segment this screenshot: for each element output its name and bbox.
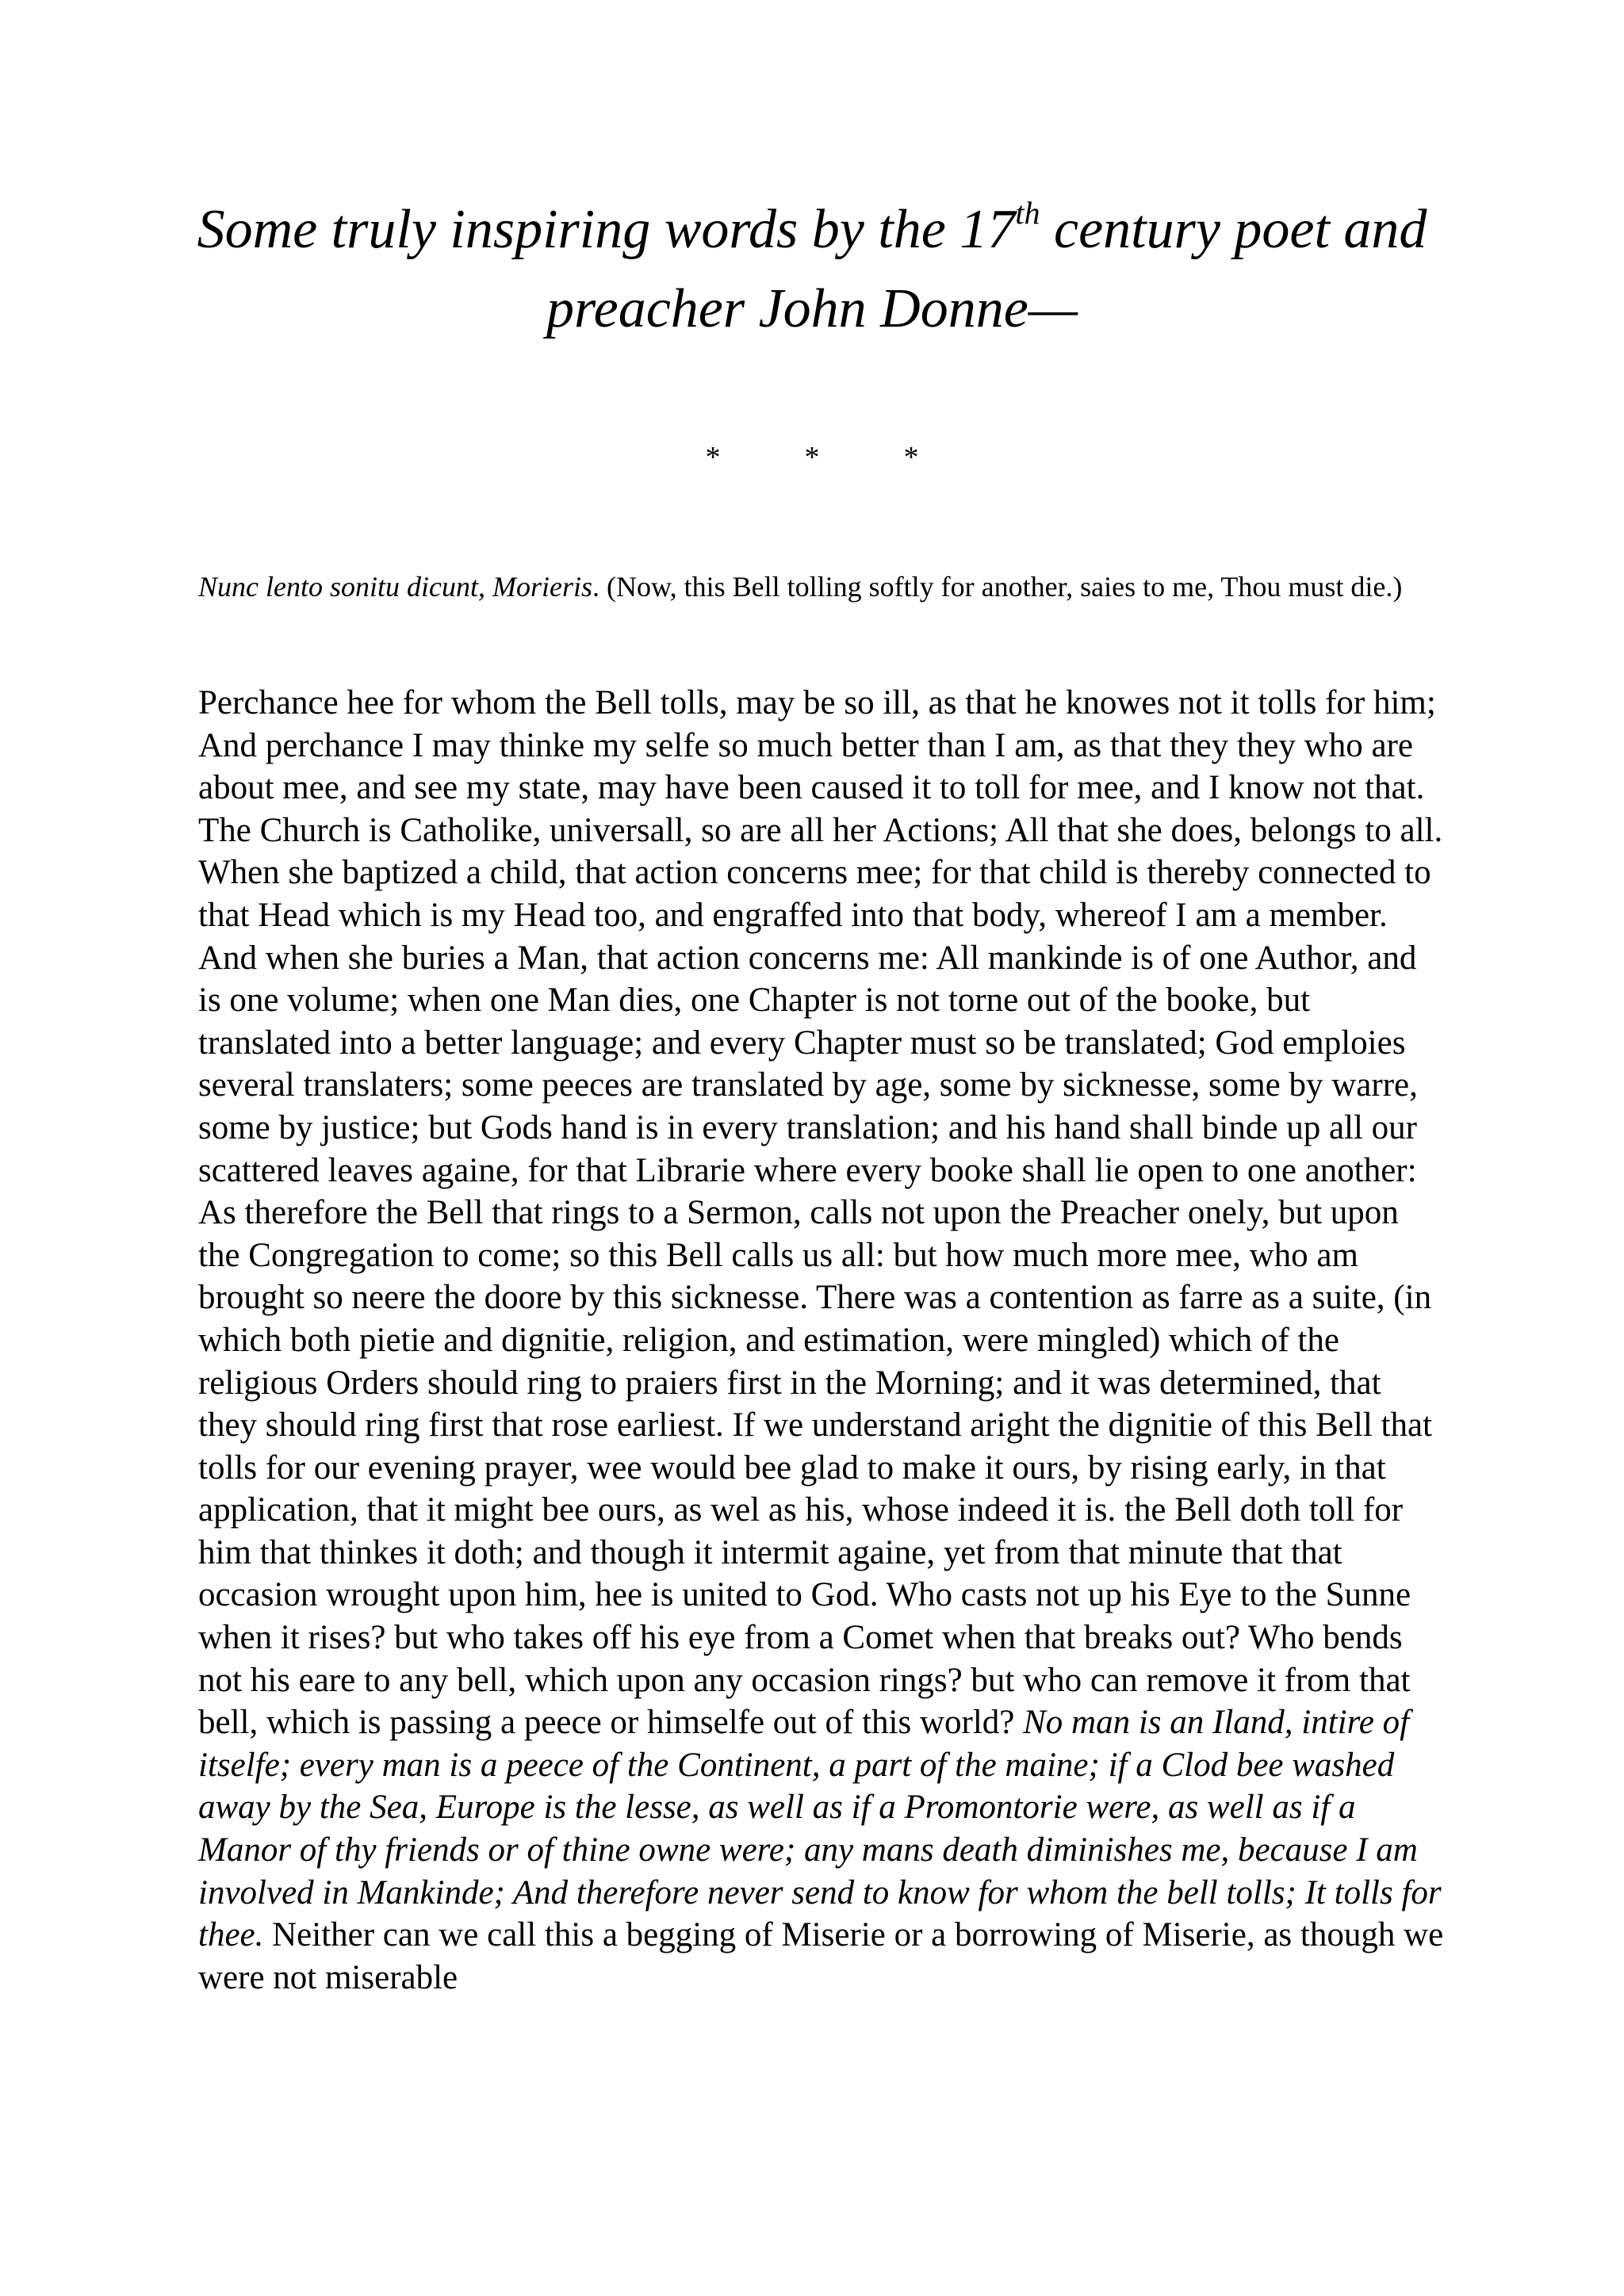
body-quote-italic: No man is an Iland, intire of itselfe; every man is a peece of the Continent, a part of the maine; if a Clod bee washed away by the Sea, Europe is the lesse, as well as if a Promontorie were, as well as if a Manor of thy friends or of thine owne were; any mans death diminishes me, because I am involved in Mankinde; And therefore never send to know for whom the bell tolls; It tolls for thee. [198,1704,1442,1954]
section-separator [0,440,1624,475]
epigraph [198,569,1435,605]
document-title [159,190,1465,349]
separator-asterisk: * [705,441,721,474]
body-text-opening: Perchance hee for whom the Bell tolls, may be so ill, as that he knowes not it tolls for him; And perchance I may thinke my selfe so much better than I am, as that they they who are about mee, and see my state, may have been caused it to toll for mee, and I know not that. The Church is Catholike, universall, so are all her Actions; All that she does, belongs to all. When she baptized a child, that action concerns mee; for that child is thereby connected to that Head which is my Head too, and engraffed into that body, whereof I am a member. And when she buries a Man, that action concerns me: All mankinde is of one Author, and is one volume; when one Man dies, one Chapter is not torne out of the booke, but translated into a better language; and every Chapter must so be translated; God emploies several translaters; some peeces are translated by age, some by sicknesse, some by warre, some by justice; but Gods hand is in every translation; and his hand shall binde up all our scattered leaves againe, for that Librarie where every booke shall lie open to one another: As therefore the Bell that rings to a Sermon, calls not upon the Preacher onely, but upon the Congregation to come; so this Bell calls us all: but how much more mee, who am brought so neere the doore by this sicknesse. There was a contention as farre as a suite, (in which both pietie and dignitie, religion, and estimation, were mingled) which of the religious Orders should ring to praiers first in the Morning; and it was determined, that they should ring first that rose earliest. If we understand aright the dignitie of this Bell that tolls for our evening prayer, wee would bee glad to make it ours, by rising early, in that application, that it might bee ours, as wel as his, whose indeed it is. the Bell doth toll for him that thinkes it doth; and though it intermit againe, yet from that minute that that occasion wrought upon him, hee is united to God. Who casts not up his Eye to the Sunne when it rises? but who takes off his eye from a Comet when that breaks out? Who bends not his eare to any bell, which upon any occasion rings? but who can remove it from that bell, which is passing a peece or himselfe out of this world? [198,684,1443,1742]
body-paragraph [198,682,1447,1999]
epigraph-translation: . (Now, this Bell tolling softly for another, saies to me, Thou must die.) [592,571,1403,603]
separator-asterisk: * [804,441,820,474]
title-superscript: th [1015,195,1040,231]
body-text-continuation: Neither can we call this a begging of Miserie or a borrowing of Miserie, as though we were not miserable [198,1916,1444,1996]
title-text-part2: century poet and preacher John Donne— [546,199,1427,339]
separator-asterisk: * [903,441,919,474]
title-text-part1: Some truly inspiring words by the 17 [197,199,1016,260]
epigraph-latin: Nunc lento sonitu dicunt, Morieris [198,571,592,603]
